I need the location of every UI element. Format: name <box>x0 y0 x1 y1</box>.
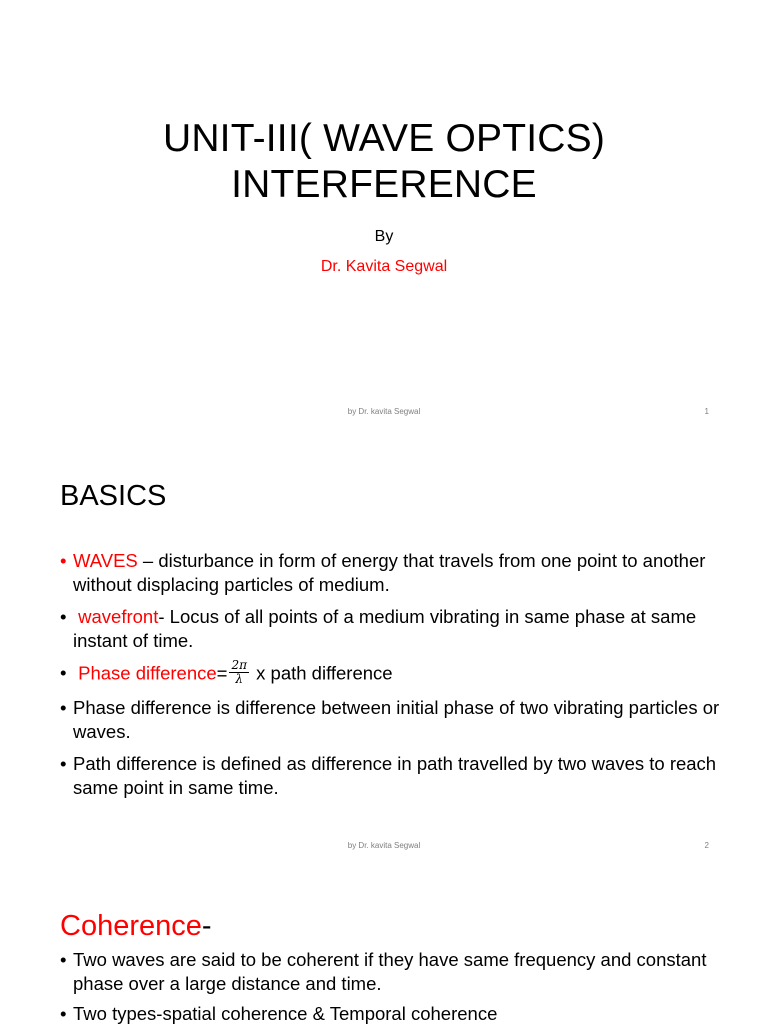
bullet-marker: • <box>60 753 67 774</box>
fraction-numerator: 2π <box>231 658 247 672</box>
list-item <box>60 696 720 744</box>
slide-3 <box>0 868 768 1024</box>
list-item <box>60 658 720 688</box>
author-name: Dr. Kavita Segwal <box>320 258 448 275</box>
slide-title <box>0 116 768 208</box>
title-line-1: UNIT-III( WAVE OPTICS) <box>162 117 606 160</box>
heading-dash: - <box>201 910 212 942</box>
term-waves: WAVES <box>73 550 138 571</box>
bullet-text: Two types-spatial coherence & Temporal coherence <box>73 1003 498 1024</box>
term-wavefront: wavefront <box>78 606 159 627</box>
bullet-text: – disturbance in form of energy that travels from one point to another without displacing particles of medium. <box>73 550 706 595</box>
bullet-marker: • <box>60 697 67 718</box>
heading-text: Coherence <box>60 910 202 942</box>
bullet-marker: • <box>60 606 67 627</box>
slide-1 <box>0 0 768 432</box>
page-number: 1 <box>704 407 709 416</box>
fraction-2pi-over-lambda <box>229 659 249 686</box>
list-item <box>60 1002 720 1026</box>
list-item <box>60 948 720 996</box>
bullet-text: x path difference <box>251 662 393 684</box>
equals-sign: = <box>216 662 228 684</box>
bullet-text: - Locus of all points of a medium vibrating in same phase at same instant of time. <box>73 606 697 651</box>
footer-text: by Dr. kavita Segwal <box>347 841 421 850</box>
title-line-2: INTERFERENCE <box>231 163 537 206</box>
bullet-list <box>60 549 720 808</box>
footer-text: by Dr. kavita Segwal <box>347 407 421 416</box>
by-label: By <box>374 228 394 245</box>
bullet-marker: • <box>60 949 67 970</box>
slide-heading: BASICS <box>60 480 167 512</box>
bullet-list <box>60 948 720 1032</box>
bullet-text: Phase difference is difference between initial phase of two vibrating particles or waves. <box>73 697 720 742</box>
slide-2 <box>0 434 768 866</box>
list-item <box>60 752 720 800</box>
bullet-marker: • <box>60 662 67 683</box>
term-phase-difference: Phase difference <box>78 662 217 684</box>
page-number: 2 <box>704 841 709 850</box>
fraction-denominator: λ <box>235 672 244 686</box>
bullet-text: Path difference is defined as difference in path travelled by two waves to reach same point in same time. <box>73 753 717 798</box>
bullet-text: Two waves are said to be coherent if they have same frequency and constant phase over a large distance and time. <box>73 949 707 994</box>
list-item <box>60 549 720 597</box>
bullet-marker: • <box>60 550 67 571</box>
list-item <box>60 605 720 653</box>
slide-heading <box>60 910 212 943</box>
bullet-marker: • <box>60 1003 67 1024</box>
